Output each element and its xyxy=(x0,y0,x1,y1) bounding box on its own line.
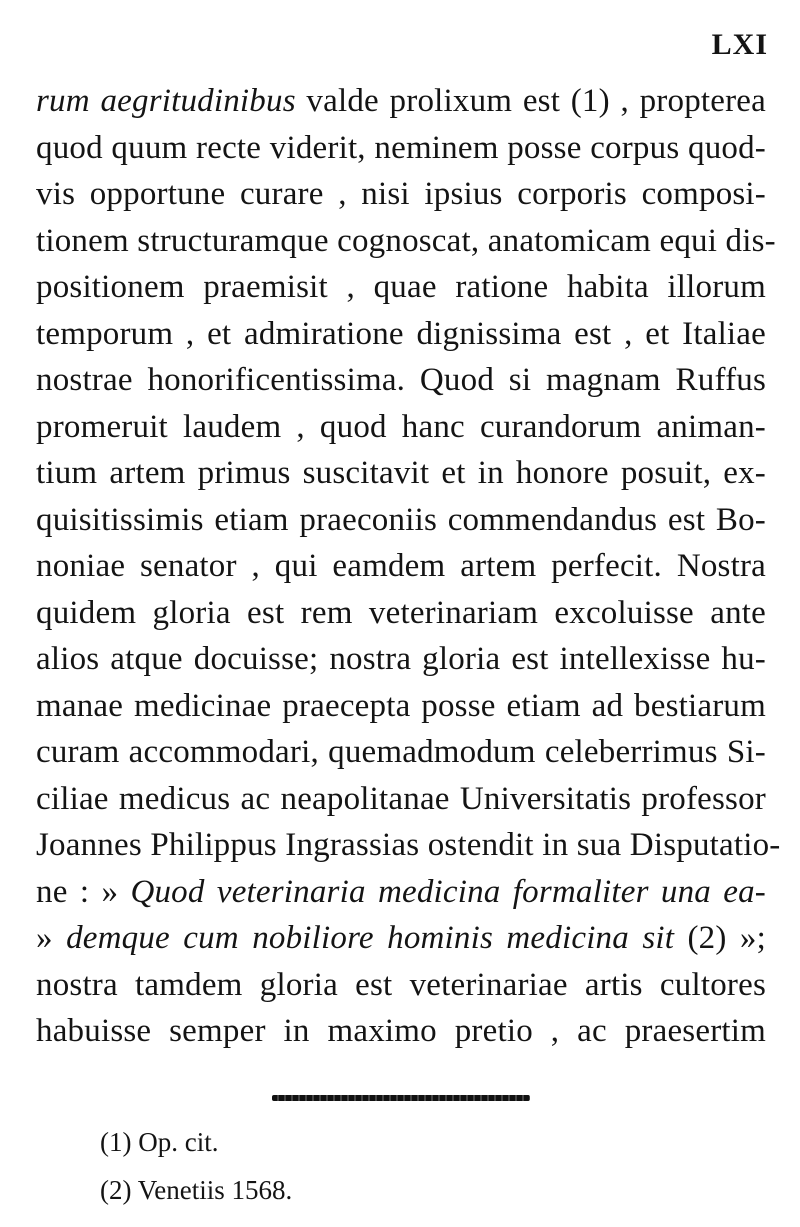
footnote: (1) Op. cit. xyxy=(100,1127,219,1157)
text-line xyxy=(36,962,766,1009)
text-line xyxy=(36,683,766,730)
text-segment: nostrae honorificentissima. Quod si magnam Ruffus xyxy=(36,362,766,398)
text-line xyxy=(36,497,766,544)
body-text xyxy=(36,78,781,1055)
text-segment: positionem praemisit , quae ratione habita illorum xyxy=(36,269,766,305)
text-line xyxy=(36,1008,766,1055)
text-segment: quidem gloria est rem veterinariam excoluisse ante xyxy=(36,594,766,631)
text-line xyxy=(36,869,766,916)
text-line xyxy=(36,171,766,218)
text-segment: » xyxy=(36,920,67,956)
text-segment: vis opportune curare , nisi ipsius corporis composi- xyxy=(36,176,766,212)
text-segment: nostra tamdem gloria est veterinariae artis cultores xyxy=(36,966,766,1003)
text-line xyxy=(36,636,766,683)
text-segment: ne : » xyxy=(36,873,131,910)
text-segment: temporum , et admiratione dignissima est , et Italiae xyxy=(36,315,766,352)
text-line xyxy=(36,264,766,311)
text-line xyxy=(36,450,766,497)
text-segment: tionem structuramque cognoscat, anatomicam equi dis- xyxy=(36,222,776,259)
text-segment: tium artem primus suscitavit et in honore posuit, ex- xyxy=(36,455,766,491)
text-line xyxy=(36,78,766,125)
text-segment: manae medicinae praecepta posse etiam ad bestiarum xyxy=(36,687,766,724)
footnotes xyxy=(100,1118,292,1214)
text-line xyxy=(36,357,766,404)
text-segment: ciliae medicus ac neapolitanae Universitatis professor xyxy=(36,780,766,817)
text-segment: quod quum recte viderit, neminem posse corpus quod- xyxy=(36,129,766,166)
text-line xyxy=(36,776,766,823)
text-line xyxy=(36,218,776,265)
text-line xyxy=(36,543,766,590)
text-line xyxy=(36,915,766,962)
text-segment: alios atque docuisse; nostra gloria est intellexisse hu- xyxy=(36,641,766,677)
footnote: (2) Venetiis 1568. xyxy=(100,1175,293,1205)
italic-text-segment: Quod veterinaria medicina formaliter una ea- xyxy=(130,873,766,910)
text-segment: Joannes Philippus Ingrassias ostendit in sua Disputatio- xyxy=(36,827,781,863)
text-line xyxy=(36,590,766,637)
text-segment: (2) »; xyxy=(674,920,766,956)
text-line xyxy=(36,404,766,451)
page-number: LXI xyxy=(711,28,768,61)
text-segment: noniae senator , qui eamdem artem perfecit. Nostra xyxy=(36,548,766,584)
italic-text-segment: rum aegritudinibus xyxy=(36,83,296,119)
footnote-separator-rule xyxy=(272,1095,530,1101)
text-line xyxy=(36,729,766,776)
text-segment: promeruit laudem , quod hanc curandorum animan- xyxy=(36,408,766,445)
text-segment: habuisse semper in maximo pretio , ac praesertim xyxy=(36,1013,766,1049)
text-segment: curam accommodari, quemadmodum celeberrimus Si- xyxy=(36,734,766,770)
text-line xyxy=(36,822,781,869)
text-line xyxy=(36,125,766,172)
italic-text-segment: demque cum nobiliore hominis medicina sit xyxy=(66,920,675,956)
text-segment: quisitissimis etiam praeconiis commendandus est Bo- xyxy=(36,501,766,538)
text-line xyxy=(36,311,766,358)
text-segment: valde prolixum est (1) , propterea xyxy=(295,83,766,119)
